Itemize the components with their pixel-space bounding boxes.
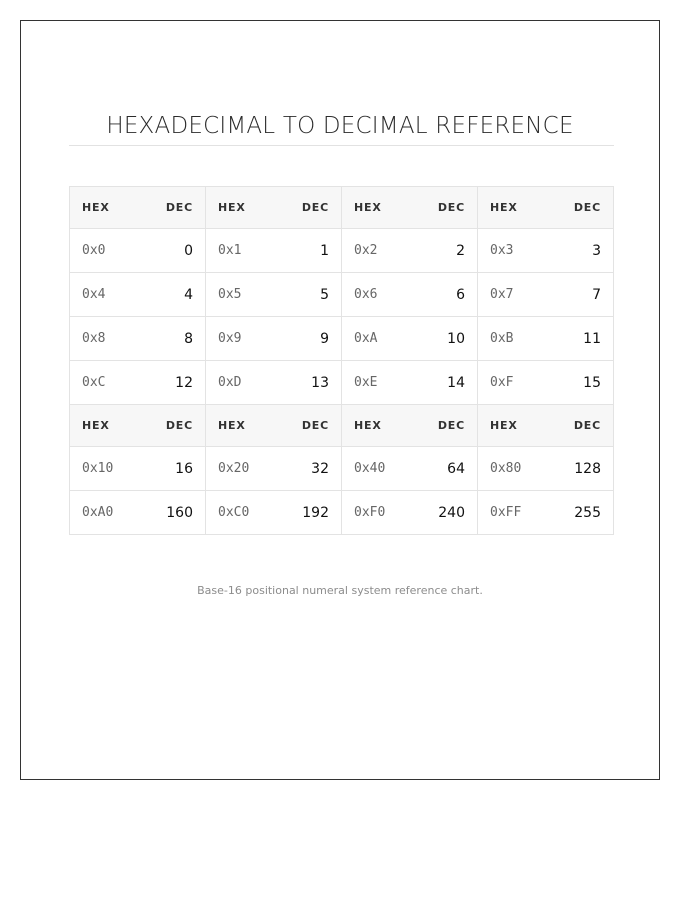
dec-column-header: DEC (546, 405, 614, 447)
dec-column-header: DEC (410, 405, 478, 447)
hex-value-cell: 0xB (478, 317, 546, 361)
table-row (70, 273, 614, 317)
dec-value-cell: 7 (546, 273, 614, 317)
table-row (70, 361, 614, 405)
hex-value-cell: 0x2 (342, 229, 410, 273)
dec-value-cell: 9 (274, 317, 342, 361)
table-row (70, 447, 614, 491)
table-row (70, 491, 614, 535)
title-divider (69, 145, 614, 146)
hex-value-cell: 0xF0 (342, 491, 410, 535)
header-row (70, 405, 614, 447)
dec-column-header: DEC (274, 187, 342, 229)
dec-value-cell: 11 (546, 317, 614, 361)
dec-value-cell: 3 (546, 229, 614, 273)
hex-value-cell: 0x20 (206, 447, 274, 491)
dec-column-header: DEC (410, 187, 478, 229)
dec-column-header: DEC (138, 187, 206, 229)
hex-value-cell: 0x6 (342, 273, 410, 317)
hex-value-cell: 0xC0 (206, 491, 274, 535)
dec-column-header: DEC (546, 187, 614, 229)
hex-value-cell: 0x80 (478, 447, 546, 491)
hex-value-cell: 0x1 (206, 229, 274, 273)
dec-column-header: DEC (138, 405, 206, 447)
hex-value-cell: 0xA (342, 317, 410, 361)
hex-value-cell: 0x10 (70, 447, 138, 491)
hex-value-cell: 0x9 (206, 317, 274, 361)
dec-value-cell: 192 (274, 491, 342, 535)
dec-value-cell: 255 (546, 491, 614, 535)
dec-value-cell: 13 (274, 361, 342, 405)
hex-value-cell: 0xC (70, 361, 138, 405)
header-row (70, 187, 614, 229)
dec-value-cell: 15 (546, 361, 614, 405)
table-row (70, 229, 614, 273)
dec-value-cell: 0 (138, 229, 206, 273)
hex-column-header: HEX (206, 405, 274, 447)
hex-value-cell: 0x4 (70, 273, 138, 317)
hex-column-header: HEX (342, 187, 410, 229)
hex-value-cell: 0xA0 (70, 491, 138, 535)
hex-value-cell: 0x40 (342, 447, 410, 491)
dec-value-cell: 32 (274, 447, 342, 491)
page-title: HEXADECIMAL TO DECIMAL REFERENCE (106, 113, 574, 139)
dec-value-cell: 160 (138, 491, 206, 535)
hex-column-header: HEX (478, 187, 546, 229)
dec-value-cell: 64 (410, 447, 478, 491)
hex-dec-table-body (70, 187, 614, 535)
hex-value-cell: 0x3 (478, 229, 546, 273)
dec-value-cell: 6 (410, 273, 478, 317)
hex-value-cell: 0x7 (478, 273, 546, 317)
hex-value-cell: 0x8 (70, 317, 138, 361)
table-caption: Base-16 positional numeral system reference chart. (197, 584, 483, 597)
hex-column-header: HEX (342, 405, 410, 447)
dec-value-cell: 1 (274, 229, 342, 273)
hex-value-cell: 0xF (478, 361, 546, 405)
dec-value-cell: 10 (410, 317, 478, 361)
hex-value-cell: 0x5 (206, 273, 274, 317)
dec-value-cell: 128 (546, 447, 614, 491)
hex-value-cell: 0xE (342, 361, 410, 405)
hex-value-cell: 0xFF (478, 491, 546, 535)
dec-value-cell: 2 (410, 229, 478, 273)
hex-dec-table (69, 186, 614, 535)
dec-value-cell: 8 (138, 317, 206, 361)
hex-value-cell: 0x0 (70, 229, 138, 273)
dec-value-cell: 16 (138, 447, 206, 491)
dec-value-cell: 12 (138, 361, 206, 405)
dec-value-cell: 4 (138, 273, 206, 317)
hex-value-cell: 0xD (206, 361, 274, 405)
hex-column-header: HEX (70, 187, 138, 229)
dec-value-cell: 240 (410, 491, 478, 535)
hex-column-header: HEX (70, 405, 138, 447)
dec-value-cell: 5 (274, 273, 342, 317)
reference-page (20, 20, 660, 780)
hex-column-header: HEX (206, 187, 274, 229)
table-row (70, 317, 614, 361)
dec-value-cell: 14 (410, 361, 478, 405)
dec-column-header: DEC (274, 405, 342, 447)
hex-column-header: HEX (478, 405, 546, 447)
